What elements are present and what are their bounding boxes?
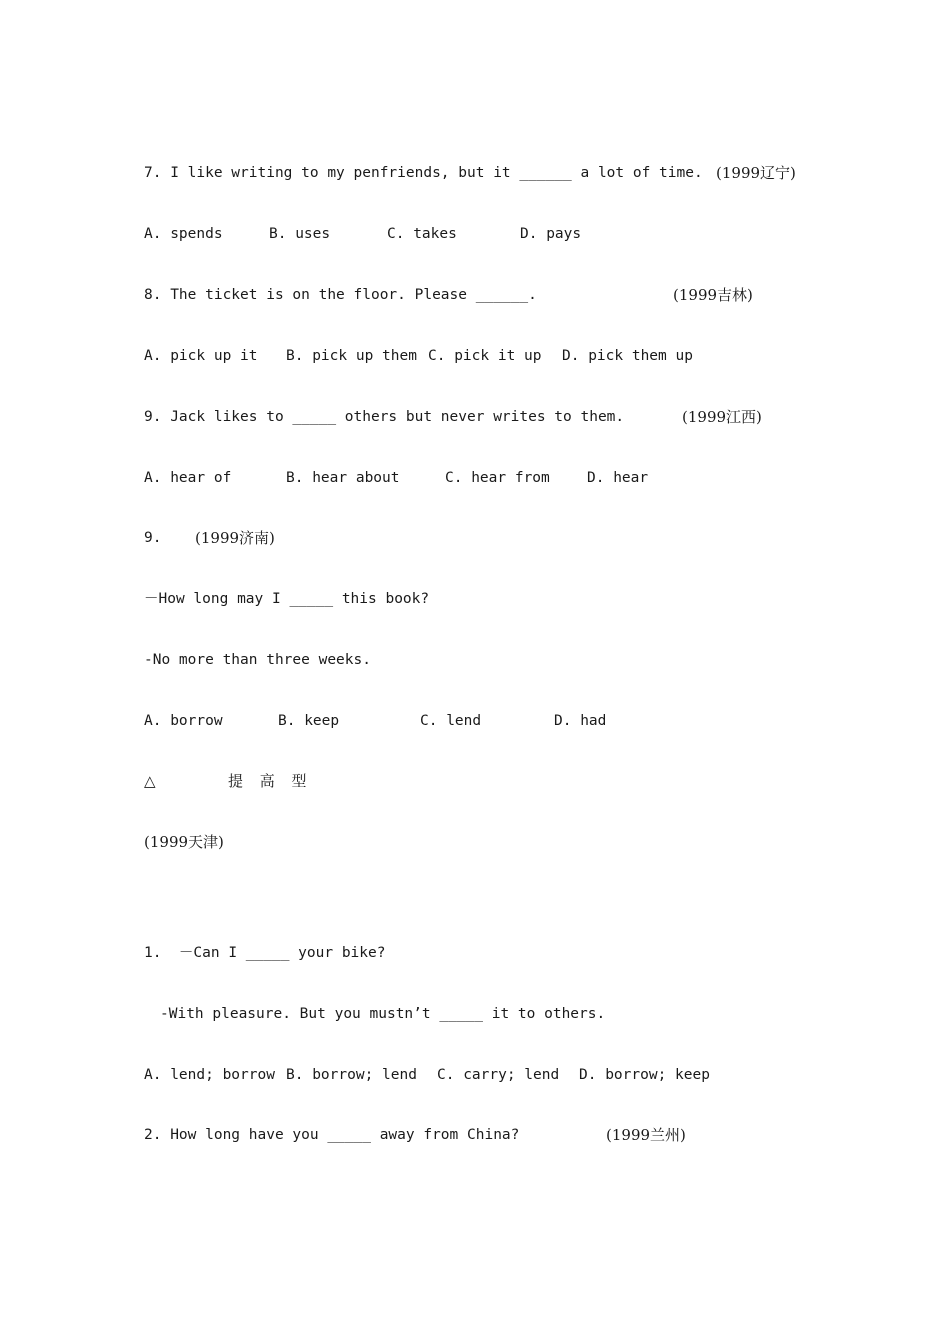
q7-option-d: D. pays [520, 226, 582, 242]
q9b-dialog-answer: -No more than three weeks. [144, 652, 371, 668]
q9b-option-c: C. lend [420, 713, 482, 729]
section-source: (1999天津) [144, 833, 224, 851]
q9b-source: (1999济南) [195, 529, 275, 547]
q9a-option-d: D. hear [587, 470, 649, 486]
q9a-option-c: C. hear from [445, 470, 550, 486]
q8-option-b: B. pick up them [286, 348, 417, 364]
q8-source: (1999吉林) [673, 286, 753, 304]
q1-option-d: D. borrow; keep [579, 1067, 710, 1083]
q8-text: 8. The ticket is on the floor. Please ______. [144, 287, 537, 303]
q1-dialog-answer: -With pleasure. But you mustn’t _____ it to others. [160, 1006, 606, 1022]
q9b-option-a: A. borrow [144, 713, 223, 729]
q2-source: (1999兰州) [606, 1126, 686, 1144]
q9a-option-b: B. hear about [286, 470, 400, 486]
q7-option-c: C. takes [387, 226, 457, 242]
q1-text: 1. －Can I _____ your bike? [144, 945, 386, 961]
q7-source: (1999辽宁) [716, 164, 796, 182]
q8-option-c: C. pick it up [428, 348, 542, 364]
q9a-text: 9. Jack likes to _____ others but never writes to them. [144, 409, 625, 425]
q7-text: 7. I like writing to my penfriends, but it ______ a lot of time. [144, 165, 703, 181]
q9b-option-b: B. keep [278, 713, 340, 729]
q1-option-b: B. borrow; lend [286, 1067, 417, 1083]
q9a-option-a: A. hear of [144, 470, 232, 486]
q1-option-c: C. carry; lend [437, 1067, 560, 1083]
q8-option-d: D. pick them up [562, 348, 693, 364]
q7-option-b: B. uses [269, 226, 331, 242]
q1-option-a: A. lend; borrow [144, 1067, 275, 1083]
triangle-icon: △ [144, 772, 156, 790]
section-title: 提 高 型 [228, 772, 313, 790]
q9a-source: (1999江西) [682, 408, 762, 426]
q9b-option-d: D. had [554, 713, 607, 729]
q9b-dialog-question: －How long may I _____ this book? [144, 591, 430, 607]
q8-option-a: A. pick up it [144, 348, 258, 364]
q9b-number: 9. [144, 530, 162, 546]
q2-text: 2. How long have you _____ away from China? [144, 1127, 520, 1143]
q7-option-a: A. spends [144, 226, 223, 242]
